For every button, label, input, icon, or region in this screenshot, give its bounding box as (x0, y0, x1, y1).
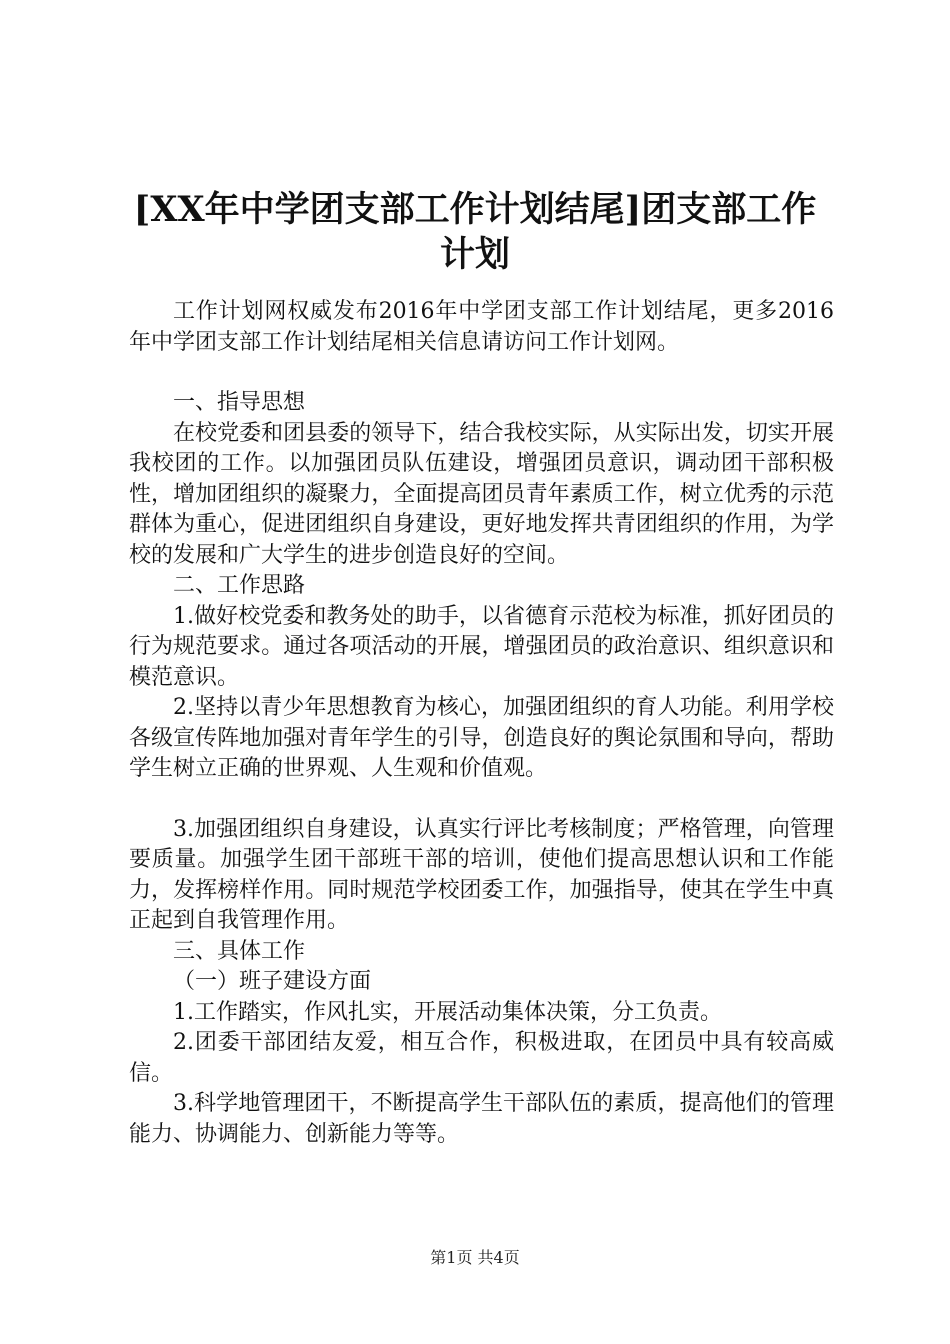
section-heading-3: 三、具体工作 (173, 938, 306, 964)
document-body (129, 297, 834, 1150)
document-title-line-2: 计划 (439, 234, 510, 275)
section-heading-2: 二、工作思路 (173, 573, 306, 598)
guiding-thought-paragraph: 在校党委和团县委的领导下，结合我校实际，从实际出发，切实开展我校团的工作。以加强团员队伍建设，增强团员意识，调动团干部积极性，增加团组织的凝聚力，全面提高团员青年素质工作，树立优秀的示范群体为重心，促进团组织自身建设，更好地发挥共青团组织的作用，为学校的发展和广大学生的进步创造良好的空间。 (129, 420, 834, 568)
specific-work-item-1: 1.工作踏实，作风扎实，开展活动集体决策，分工负责。 (173, 999, 722, 1025)
specific-work-item-3: 3.科学地管理团干，不断提高学生干部队伍的素质，提高他们的管理能力、协调能力、创新能力等等。 (129, 1091, 834, 1147)
subsection-heading-1: （一）班子建设方面 (173, 969, 372, 994)
page-number-footer: 第1页 共4页 (430, 1248, 520, 1267)
specific-work-item-2: 2.团委干部团结友爱，相互合作，积极进取，在团员中具有较高威信。 (129, 1030, 834, 1086)
paragraph-spacer (129, 785, 834, 815)
section-heading-1: 一、指导思想 (173, 390, 306, 415)
document-title-line-1: [XX年中学团支部工作计划结尾]团支部工作 (133, 189, 817, 230)
paragraph-spacer (129, 358, 834, 388)
work-idea-item-2: 2.坚持以青少年思想教育为核心，加强团组织的育人功能。利用学校各级宣传阵地加强对青年学生的引导，创造良好的舆论氛围和导向，帮助学生树立正确的世界观、人生观和价值观。 (129, 695, 834, 781)
work-idea-item-3: 3.加强团组织自身建设，认真实行评比考核制度；严格管理，向管理要质量。加强学生团干部班干部的培训，使他们提高思想认识和工作能力，发挥榜样作用。同时规范学校团委工作，加强指导，使其在学生中真正起到自我管理作用。 (129, 816, 834, 933)
intro-paragraph: 工作计划网权威发布2016年中学团支部工作计划结尾，更多2016年中学团支部工作计划结尾相关信息请访问工作计划网。 (129, 299, 834, 355)
work-idea-item-1: 1.做好校党委和教务处的助手，以省德育示范校为标准，抓好团员的行为规范要求。通过各项活动的开展，增强团员的政治意识、组织意识和模范意识。 (129, 603, 834, 690)
